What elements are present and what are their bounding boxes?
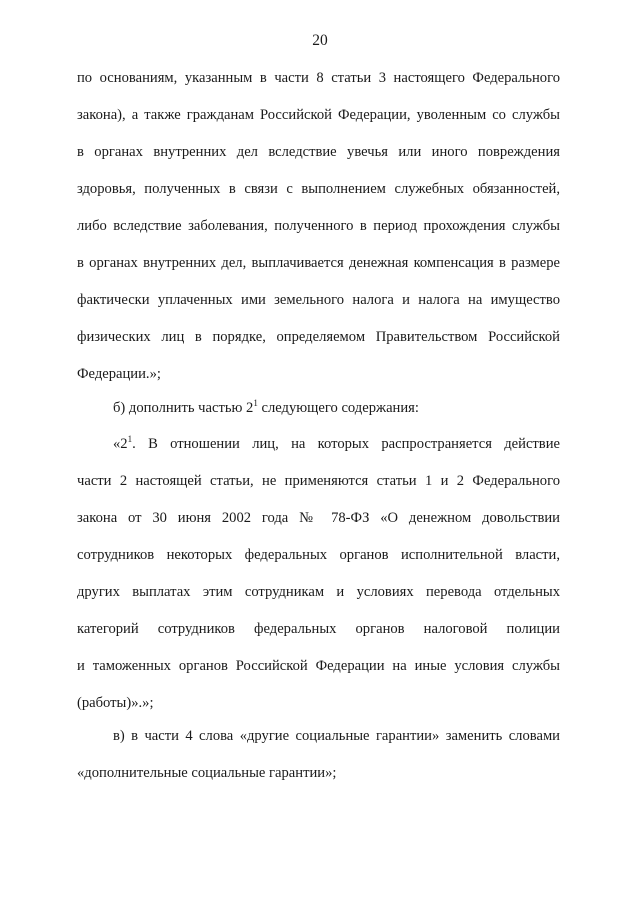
text-line: «дополнительные социальные гарантии»; bbox=[77, 765, 337, 781]
text-line: Федерации.»; bbox=[77, 366, 161, 382]
text-line: фактически уплаченных ими земельного налога и налога на имущество bbox=[77, 292, 560, 308]
text-line bbox=[113, 398, 560, 418]
text-line: по основаниям, указанным в части 8 статьи 3 настоящего Федерального bbox=[77, 70, 560, 86]
text-line: в органах внутренних дел, выплачивается денежная компенсация в размере bbox=[77, 255, 560, 271]
text-line: либо вследствие заболевания, полученного в период прохождения службы bbox=[77, 218, 560, 234]
text-line: здоровья, полученных в связи с выполнением служебных обязанностей, bbox=[77, 181, 560, 197]
text-line: части 2 настоящей статьи, не применяются статьи 1 и 2 Федерального bbox=[77, 473, 560, 489]
text-line: в) в части 4 слова «другие социальные гарантии» заменить словами bbox=[113, 728, 560, 744]
text-line bbox=[113, 434, 560, 454]
text-fragment: б) дополнить частью 2 bbox=[113, 400, 254, 416]
text-line: категорий сотрудников федеральных органов налоговой полиции bbox=[77, 621, 560, 637]
text-fragment: следующего содержания: bbox=[257, 400, 419, 416]
text-line: сотрудников некоторых федеральных органов исполнительной власти, bbox=[77, 547, 560, 563]
text-line: закона от 30 июня 2002 года № 78-ФЗ «О денежном довольствии bbox=[77, 510, 560, 526]
text-line: других выплатах этим сотрудникам и условиях перевода отдельных bbox=[77, 584, 560, 600]
text-line: (работы)».»; bbox=[77, 695, 154, 711]
page-number: 20 bbox=[312, 32, 328, 49]
text-line: закона), а также гражданам Российской Федерации, уволенным со службы bbox=[77, 107, 560, 123]
text-line: и таможенных органов Российской Федерации на иные условия службы bbox=[77, 658, 560, 674]
superscript: 1 bbox=[127, 434, 133, 444]
text-line: физических лиц в порядке, определяемом Правительством Российской bbox=[77, 329, 560, 345]
text-fragment: . В отношении лиц, на которых распространяется действие bbox=[132, 436, 560, 452]
text-line: в органах внутренних дел вследствие увечья или иного повреждения bbox=[77, 144, 560, 160]
superscript: 1 bbox=[253, 398, 258, 408]
text-fragment: «2 bbox=[113, 436, 128, 452]
